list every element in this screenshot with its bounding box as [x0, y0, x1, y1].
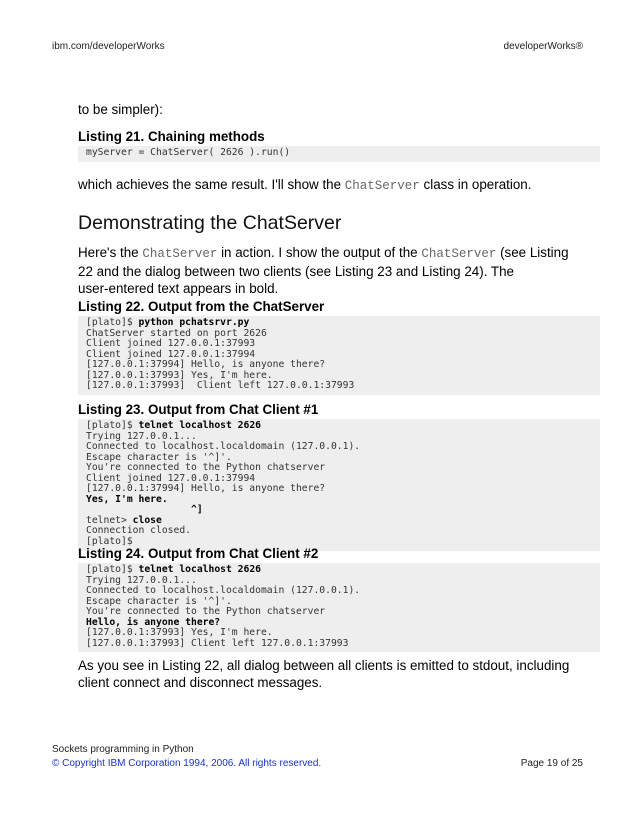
footer-copyright-link[interactable]: © Copyright IBM Corporation 1994, 2006. All rights reserved. [52, 758, 322, 769]
footer-page-number: Page 19 of 25 [520, 758, 583, 769]
header-brand: developerWorks® [503, 41, 583, 52]
listing-21 [78, 129, 600, 162]
listing-21-code: myServer = ChatServer( 2626 ).run() [78, 146, 600, 162]
inline-code: ChatServer [142, 247, 218, 261]
listing-23-code: [plato]$ telnet localhost 2626 Trying 127.0.0.1... Connected to localhost.localdomain (127.0.0.1). Escape character is '^]'. You're connected to the Python chatserver Client joined 127.0.0.1:37994 [127.0.0.1:37994] Hello, is anyone there? Yes, I'm here. ^] telnet> close Connection closed. [plato]$ [78, 419, 600, 551]
listing-24 [78, 546, 600, 652]
header-site: ibm.com/developerWorks [52, 41, 165, 52]
listing-22-title: Listing 22. Output from the ChatServer [78, 299, 325, 314]
listing-23-title: Listing 23. Output from Chat Client #1 [78, 402, 319, 417]
inline-code: ChatServer [421, 247, 497, 261]
listing-21-title: Listing 21. Chaining methods [78, 129, 265, 144]
paragraph-result: which achieves the same result. I'll show the ChatServer class in operation. [78, 177, 532, 193]
listing-22 [78, 299, 600, 395]
listing-24-title: Listing 24. Output from Chat Client #2 [78, 546, 319, 561]
listing-24-code: [plato]$ telnet localhost 2626 Trying 127.0.0.1... Connected to localhost.localdomain (127.0.0.1). Escape character is '^]'. You're connected to the Python chatserver Hello, is anyone there? [127.0.0.1:37993] Yes, I'm here. [127.0.0.1:37993] Client left 127.0.0.1:37993 [78, 563, 600, 652]
listing-22-code: [plato]$ python pchatsrvr.py ChatServer started on port 2626 Client joined 127.0.0.1:37993 Client joined 127.0.0.1:37994 [127.0.0.1:37994] Hello, is anyone there? [127.0.0.1:37993] Yes, I'm here. [127.0.0.1:37993] Client left 127.0.0.1:37993 [78, 316, 600, 395]
listing-23 [78, 402, 600, 551]
paragraph-continuation: to be simpler): [78, 102, 163, 117]
section-heading: Demonstrating the ChatServer [78, 212, 342, 234]
paragraph-summary: As you see in Listing 22, all dialog between all clients is emitted to stdout, including client connect and disconnect messages. [78, 658, 570, 690]
footer-doc-title: Sockets programming in Python [52, 744, 194, 755]
inline-code: ChatServer [344, 179, 420, 193]
paragraph-intro: Here's the ChatServer in action. I show the output of the ChatServer (see Listing 22 and the dialog between two clients (see Listing 23 and Listing 24). The user-entered text appears in bold. [78, 245, 569, 296]
